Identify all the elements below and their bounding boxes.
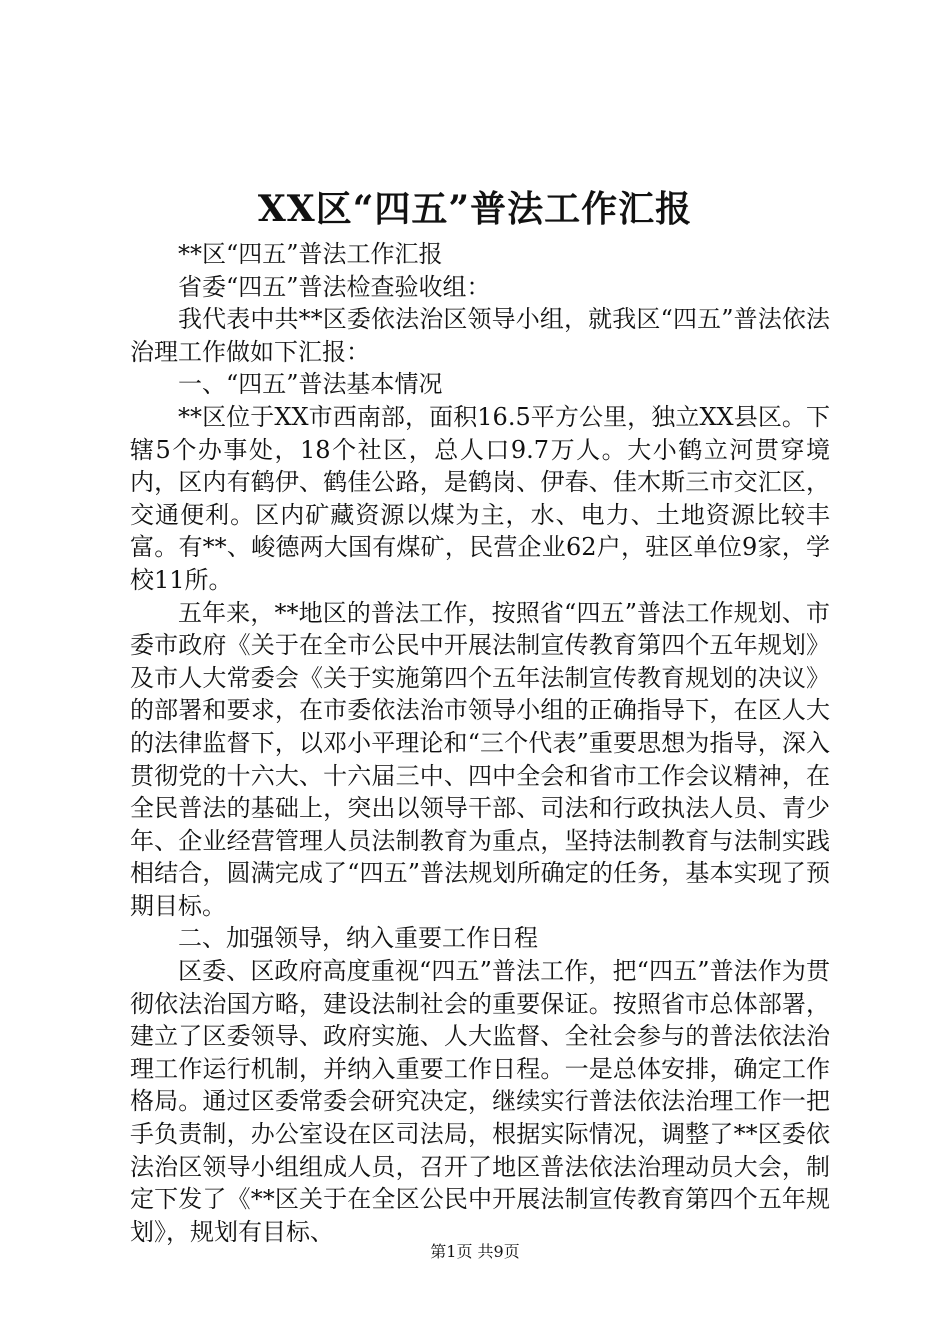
document-paragraph: 区委、区政府高度重视“四五”普法工作，把“四五”普法作为贯彻依法治国方略，建设法制社会的重要保证。按照省市总体部署，建立了区委领导、政府实施、人大监督、全社会参与的普法依法治理工作运行机制，并纳入重要工作日程。一是总体安排，确定工作格局。通过区委常委会研究决定，继续实行普法依法治理工作一把手负责制，办公室设在区司法局，根据实际情况，调整了**区委依法治区领导小组组成人员，召开了地区普法依法治理动员大会，制定下发了《**区关于在全区公民中开展法制宣传教育第四个五年规划》，规划有目标、 (130, 957, 830, 1246)
document-title: XX区“四五”普法工作汇报 (257, 188, 693, 230)
document-paragraph: 省委“四五”普法检查验收组： (178, 272, 491, 301)
document-paragraph: 我代表中共**区委依法治区领导小组，就我区“四五”普法依法治理工作做如下汇报： (130, 305, 830, 366)
section-heading: 一、“四五”普法基本情况 (178, 370, 443, 399)
document-paragraph: **区“四五”普法工作汇报 (178, 240, 443, 268)
document-paragraph: **区位于XX市西南部，面积16.5平方公里，独立XX县区。下辖5个办事处，18个社区，总人口9.7万人。大小鹤立河贯穿境内，区内有鹤伊、鹤佳公路，是鹤岗、伊春、佳木斯三市交汇区，交通便利。区内矿藏资源以煤为主，水、电力、土地资源比较丰富。有**、峻德两大国有煤矿，民营企业62户，驻区单位9家，学校11所。 (130, 402, 830, 594)
document-body (130, 238, 830, 1248)
page-footer: 第1页 共9页 (430, 1242, 520, 1261)
document-paragraph: 五年来，**地区的普法工作，按照省“四五”普法工作规划、市委市政府《关于在全市公民中开展法制宣传教育第四个五年规划》及市人大常委会《关于实施第四个五年法制宣传教育规划的决议》的部署和要求，在市委依法治市领导小组的正确指导下，在区人大的法律监督下，以邓小平理论和“三个代表”重要思想为指导，深入贯彻党的十六大、十六届三中、四中全会和省市工作会议精神，在全民普法的基础上，突出以领导干部、司法和行政执法人员、青少年、企业经营管理人员法制教育为重点，坚持法制教育与法制实践相结合，圆满完成了“四五”普法规划所确定的任务，基本实现了预期目标。 (130, 598, 830, 920)
section-heading: 二、加强领导，纳入重要工作日程 (178, 924, 538, 953)
